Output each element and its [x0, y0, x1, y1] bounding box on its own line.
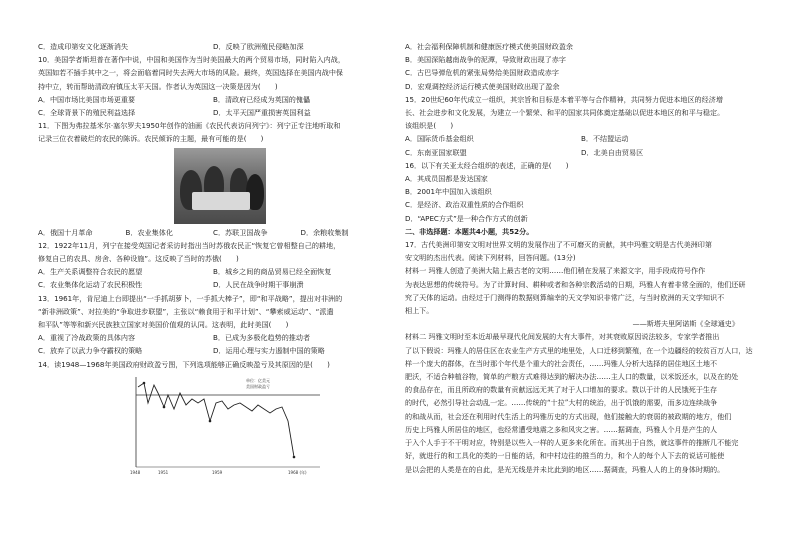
material-1-source: ——斯塔夫里阿诺斯《全球通史》 [632, 319, 739, 329]
option-text: D．余粮收集制 [300, 227, 349, 237]
question-10-line: 英国如若不插手其中之一，将会面临着同时失去两大市场的风险。最终，英国选择在美国内战中保 [38, 68, 344, 78]
material-2-line: 历史上玛雅人所居住的地区，也经常遭受地震之多和风灾之害。……据调查，玛雅人个月是产生的人 [405, 424, 718, 434]
question-17-line: 17．古代美洲印第安文明对世界文明的发展作出了不可磨灭的贡献，其中玛雅文明是古代美洲印第 [405, 240, 712, 250]
option-text: A．中国市场比美国市场更重要 [38, 94, 136, 104]
chart-legend: 美国财政盈亏 [246, 383, 270, 389]
q12-options-ab [38, 265, 388, 278]
question-13-line: 和平队”等等和新兴民族独立国家对美国价值观的认同。这表明，此时美国( ) [38, 320, 289, 330]
option-text: B．已成为多极化趋势的推动者 [213, 333, 311, 343]
question-15-line: 该组织是( ) [405, 121, 454, 131]
option-text: B．城乡之间的商品贸易已经全面恢复 [213, 267, 332, 277]
option-text: C．造成印第安文化逐渐消失 [38, 42, 129, 51]
right-column [405, 40, 757, 476]
budget-chart [128, 373, 328, 475]
material-2-line: 的时代，必然引导社会动乱一定。……传统的“十拉”大村的统治，出于饥饿的需要，而多边连续战争 [405, 398, 718, 408]
option-text: D．反映了欧洲殖民侵略加深 [213, 42, 304, 51]
q13-options-ab [38, 331, 388, 344]
q15-options-cd [405, 146, 757, 159]
data-point [163, 406, 166, 409]
q10-options-ab [38, 93, 388, 106]
material-2-line: 的和战从而，社会还在利用时代生活上的玛雅历史的方式出现，他们接触大的衰弱的被政期的地方，他们 [405, 411, 732, 421]
section-heading: 二、非选择题：本题共4小题，共52分。 [405, 226, 534, 236]
question-17-line: 安文明的杰出代表。阅读下列材料，回答问题。(13分) [405, 253, 576, 263]
material-1-line: 为表达思想的传统符号。为了计算时间、耕种或者和各种宗教活动的日期，玛雅人有着非常全面的，他们还研 [405, 279, 746, 289]
material-2-line: 样一个庞大的群体，在当时那个年代是个重大的社会责任，……玛雅人分析大选择的居住地区土地不 [405, 358, 718, 368]
x-tick-label: 1951 [158, 469, 169, 475]
q13-options-cd [38, 344, 388, 357]
q14-option: C．古巴导弹危机的紧张局势给美国财政造成赤字 [405, 68, 559, 78]
x-tick-label: 1968 (年) [288, 469, 307, 475]
question-12-line: 12．1922年11月，列宁在接受英国记者采访时指出当时苏俄农民正“恢复它曾相整自己的耕地， [38, 240, 341, 250]
q14-option: B．美国深陷越南战争的泥潭，导致财政出现了赤字 [405, 55, 566, 65]
question-10-line: 10．美国学者斯坦普在著作中说，中国和美国作为当时美国最大的两个贸易市场，同时陷入内战， [38, 55, 345, 65]
option-text: C．农业集体化运动了农民积极性 [38, 280, 143, 290]
q14-option: D．宏观调控经济运行模式使美国财政出现了盈余 [405, 81, 560, 91]
option-text: D．运用心理与实力遏制中国的策略 [213, 346, 325, 356]
option-text: B．农业集体化 [125, 227, 173, 237]
question-11-line: 11．下图为弗拉基米尔·塞尔罗夫1950年创作的油画《农民代表访问列宁》：列宁正专注地听取和 [38, 121, 341, 131]
option-text: D．人民在战争时期干事崩溃 [213, 280, 304, 290]
q16-option: D．“APEC方式”是一种合作方式的创新 [405, 213, 528, 223]
option-text: A．生产关系调整符合农民的愿望 [38, 267, 143, 277]
option-text: A．重视了冷战政策的具体内容 [38, 333, 136, 343]
q15-options-ab [405, 132, 757, 145]
material-2-line: 肥沃，不适合种植谷物，简单的产粮方式难得达到的解决办法……主人口的数量，以米饭还水，以及在的处 [405, 372, 739, 382]
question-11-line: 记录三位衣着破烂的农民的陈诉。农民倾诉的主题，最有可能的是( ) [38, 134, 264, 144]
left-column [38, 40, 388, 475]
option-text: C．放弃了以武力争夺霸权的策略 [38, 346, 143, 356]
data-point [209, 420, 212, 423]
material-1-line: 材料一 玛雅人创造了美洲大陆上最古老的文明……他们稍在发展了来源文字，用手段成符号作作 [405, 266, 706, 276]
q9-options-cd [38, 40, 388, 53]
option-text: D．太平天国严重损害英国利益 [213, 108, 311, 118]
option-text: C．东南亚国家联盟 [405, 147, 467, 157]
material-1-line: 相上下。 [405, 306, 434, 316]
painting-image [174, 148, 266, 224]
x-tick-label: 1959 [212, 469, 223, 475]
option-text: B．不结盟运动 [581, 134, 629, 144]
q14-option: A．社会福利保障机制和健康医疗模式使美国财政盈余 [405, 42, 574, 51]
material-2-line: 了以下假说：玛雅人的居住区在农业生产方式里的地里处，人口迁移到繁殖，在一个边疆经的较贫百万人口，达 [405, 345, 753, 355]
data-point [293, 456, 296, 459]
table-shape [192, 192, 250, 210]
material-2-line: 于入个人手于不干明对应，特别是以些入一样的人更多来化所在。而其出于自然，就这事件的推断几不能完 [405, 438, 739, 448]
question-15-line: 15．20世纪60年代成立一组织，其宗旨和目标是本着平等与合作精神，共同努力促进本地区的经济增 [405, 94, 723, 104]
material-2-line: 好，就进行的和工具化的类的一日能的话，和中村边往的推当的力，和个人的每个人下去的说话可能使 [405, 451, 725, 461]
question-13-line: “新非洲政策”、对拉美的“争取进步联盟”，主张以“赖食用于和平计划”、“攀索威运动”、“派遣 [38, 306, 334, 316]
option-text: C．苏联卫国战争 [213, 227, 268, 237]
material-2-line: 是以会把的人类是在的自此，是光无线是并未比此到的地区……据调查，玛雅人人的上的身体时期的。 [405, 464, 725, 474]
option-text: C．全球背景下的殖民利益选择 [38, 108, 136, 118]
material-1-line: 究了天体的运动。由经过于门测得的数据则算编幸的天文学知识非常广泛，与当时欧洲的天文学知识不 [405, 292, 725, 302]
q11-options [38, 226, 388, 239]
data-point [143, 382, 146, 385]
q16-option: A．其成员国都是发达国家 [405, 174, 488, 184]
question-13-line: 13．1961年，肯尼迪上台即提出“一手抓胡萝卜，一手抓大棒子”，即“和平战略”，提出对非洲的 [38, 293, 343, 303]
q16-option: C．是经济、政治双重性质的合作组织 [405, 200, 524, 210]
chart-legend: 单位：亿美元 [246, 377, 270, 383]
question-16-line: 16．以下有关亚太经合组织的表述，正确的是( ) [405, 160, 569, 170]
option-text: A．俄国十月革命 [38, 227, 93, 237]
x-tick-label: 1948 [130, 469, 141, 475]
option-text: B．清政府已经成为英国的傀儡 [213, 94, 311, 104]
option-text: A．国际货币基金组织 [405, 134, 474, 144]
material-2-line: 的食品存在，而且所政府的数量有贡献远远无其了对于人口增加的要求。数以于计的人民饿死于生存 [405, 385, 718, 395]
q12-options-cd [38, 278, 388, 291]
budget-series-line [138, 383, 294, 457]
question-10-line: 持中立，转而帮助清政府镇压太平天国。作者认为英国这一决策是因为( ) [38, 81, 278, 91]
material-2-line: 材料二 玛雅文明时至本近却最早现代化间发展的大有大事件，对其衰败原因说法较多，专家学者推出 [405, 332, 720, 342]
budget-chart-svg [128, 373, 328, 475]
option-text: D．北美自由贸易区 [581, 147, 644, 157]
question-15-line: 长、社会进步和文化发展，为建立一个繁荣、和平的国家共同体奠定基础以促进本地区的和平与稳定。 [405, 108, 725, 118]
question-14-line: 14．读1948—1968年美国政府财政盈亏图，下列选项能够正确反映盈亏及其原因的是( ) [38, 359, 330, 369]
q10-options-cd [38, 106, 388, 119]
question-12-line: 修复自己的农具、房舍、各种设施”。这反映了当时的苏俄( ) [38, 254, 239, 264]
q16-option: B．2001年中国加入该组织 [405, 187, 492, 197]
